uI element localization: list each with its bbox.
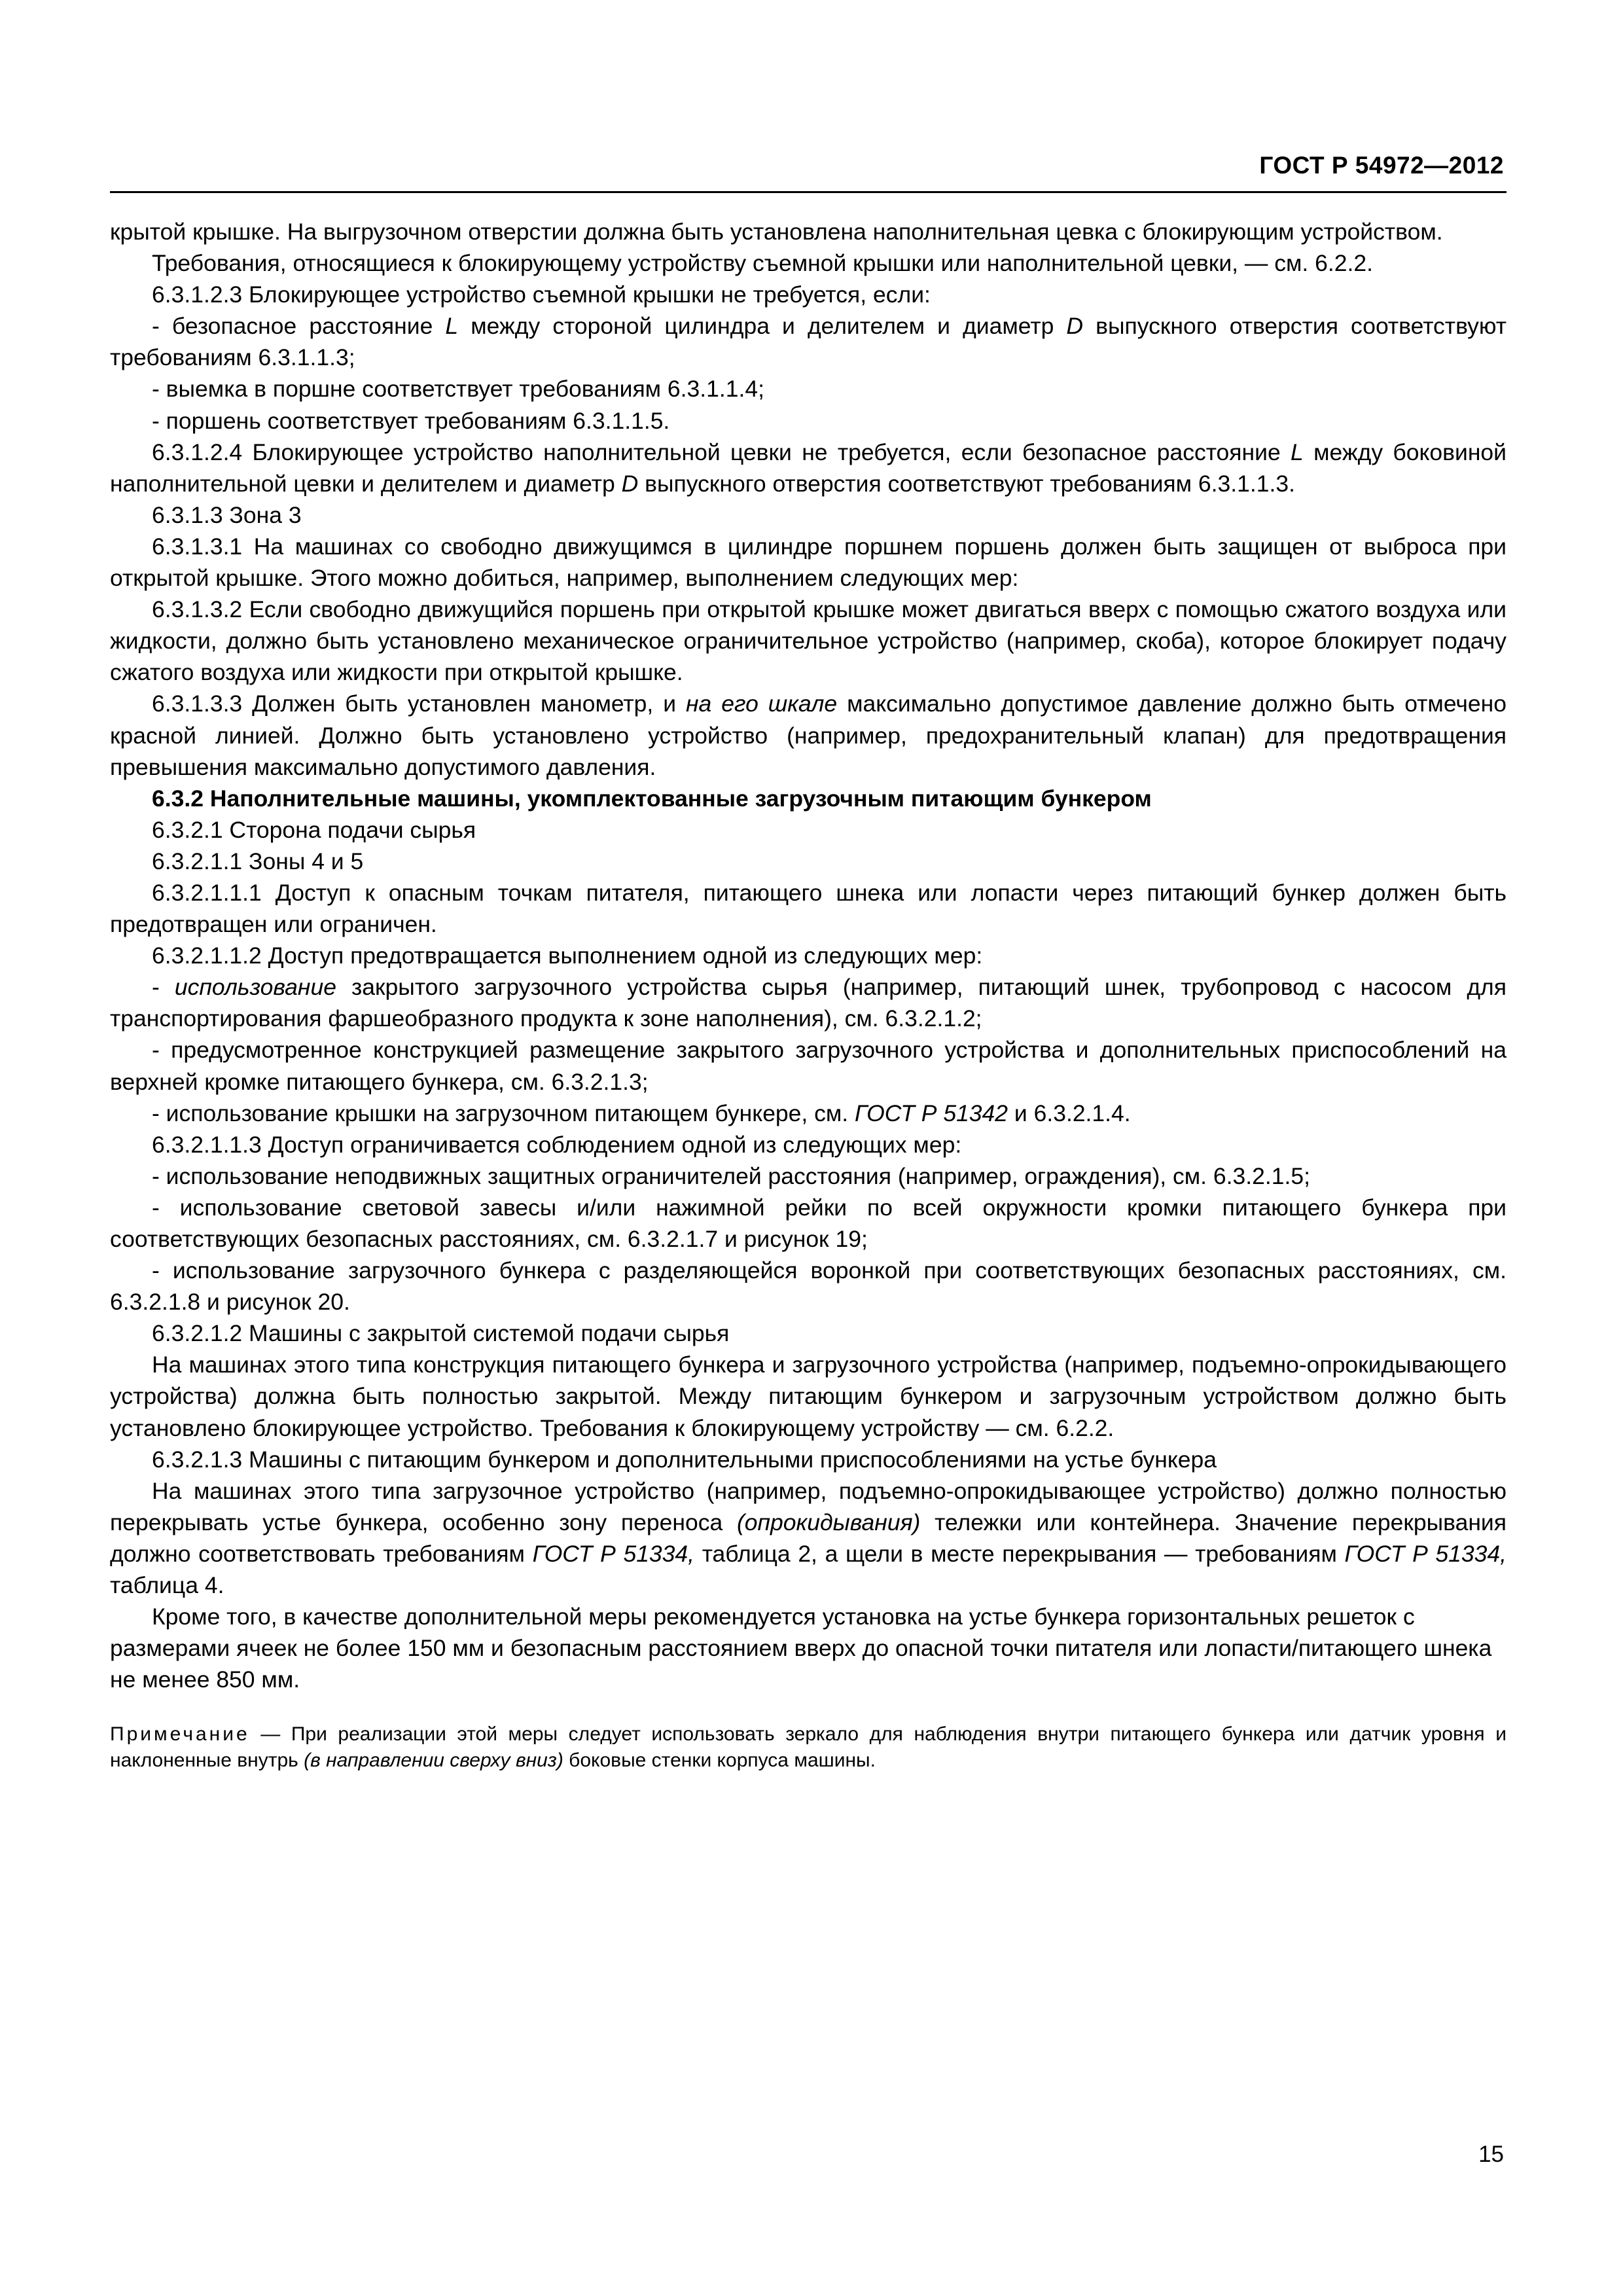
paragraph: - использование световой завесы и/или нажимной рейки по всей окружности кромки питающего бункера при соответствующих безопасных расстояниях, см. 6.3.2.1.7 и рисунок 19;: [110, 1194, 1507, 1252]
page-number: 15: [1478, 2142, 1504, 2167]
paragraph: - выемка в поршне соответствует требованиям 6.3.1.1.4;: [152, 376, 764, 403]
paragraph: 6.3.1.3.2 Если свободно движущийся поршень при открытой крышке может двигаться вверх с помощью сжатого воздуха или жидкости, должно быть установлено механическое ограничительное устройство (например, скоба), которое блокирует подачу сжатого воздуха или жидкости при открытой крышке.: [110, 596, 1507, 686]
paragraph: Требования, относящиеся к блокирующему устройству съемной крышки или наполнительной цевки, — см. 6.2.2.: [152, 250, 1373, 277]
paragraph: - использование неподвижных защитных ограничителей расстояния (например, ограждения), см. 6.3.2.1.5;: [152, 1162, 1310, 1189]
paragraph: - использование закрытого загрузочного устройства сырья (например, питающий шнек, трубопровод с насосом для транспортирования фаршеобразного продукта к зоне наполнения), см. 6.3.2.1.2;: [110, 974, 1507, 1032]
paragraph: 6.3.2.1.1.1 Доступ к опасным точкам питателя, питающего шнека или лопасти через питающий бункер должен быть предотвращен или ограничен.: [110, 879, 1507, 938]
paragraph: На машинах этого типа загрузочное устройство (например, подъемно-опрокидывающее устройство) должно полностью перекрывать устье бункера, особенно зону переноса (опрокидывания) тележки или контейнера. Значение перекрывания должно соответствовать требованиям ГОСТ Р 51334, таблица 2, а щели в месте перекрывания — требованиям ГОСТ Р 51334, таблица 4.: [110, 1477, 1507, 1599]
paragraph: - использование загрузочного бункера с разделяющейся воронкой при соответствующих безопасных расстояниях, см. 6.3.2.1.8 и рисунок 20.: [110, 1257, 1507, 1316]
paragraph: На машинах этого типа конструкция питающего бункера и загрузочного устройства (например, подъемно-опрокидывающего устройства) должна быть полностью закрытой. Между питающим бункером и загрузочным устройством должно быть установлено блокирующее устройство. Требования к блокирующему устройству — см. 6.2.2.: [110, 1352, 1507, 1441]
paragraph: 6.3.2.1 Сторона подачи сырья: [152, 816, 476, 843]
document-body: [110, 216, 1507, 1774]
paragraph: 6.3.2.1.1 Зоны 4 и 5: [152, 848, 364, 874]
paragraph: - безопасное расстояние L между стороной цилиндра и делителем и диаметр D выпускного отверстия соответствуют требованиям 6.3.1.1.3;: [110, 313, 1507, 371]
paragraph: 6.3.2.1.2 Машины с закрытой системой подачи сырья: [152, 1320, 730, 1347]
paragraph: 6.3.2.1.1.2 Доступ предотвращается выполнением одной из следующих мер:: [152, 942, 983, 969]
paragraph: - использование крышки на загрузочном питающем бункере, см. ГОСТ Р 51342 и 6.3.2.1.4.: [152, 1100, 1131, 1126]
paragraph: 6.3.1.3.1 На машинах со свободно движущимся в цилиндре поршнем поршень должен быть защищен от выброса при открытой крышке. Этого можно добиться, например, выполнением следующих мер:: [110, 533, 1507, 592]
paragraph: крытой крышке. На выгрузочном отверстии должна быть установлена наполнительная цевка с блокирующим устройством.: [110, 219, 1443, 245]
note-text: — При реализации этой меры следует использовать зеркало для наблюдения внутри питающего бункера или датчик уровня и наклоненные внутрь (в направлении сверху вниз) боковые стенки корпуса машины.: [110, 1723, 1507, 1772]
note-block: [110, 1721, 1507, 1774]
section-heading: 6.3.2 Наполнительные машины, укомплектованные загрузочным питающим бункером: [152, 785, 1152, 812]
paragraph: 6.3.2.1.1.3 Доступ ограничивается соблюдением одной из следующих мер:: [152, 1131, 962, 1158]
paragraph: Кроме того, в качестве дополнительной меры рекомендуется установка на устье бункера горизонтальных решеток с размерами ячеек не более 150 мм и безопасным расстоянием вверх до опасной точки питателя или лопасти/питающего шнека не менее 850 мм.: [110, 1604, 1492, 1693]
paragraph: 6.3.1.2.3 Блокирующее устройство съемной крышки не требуется, если:: [152, 281, 931, 308]
paragraph: - поршень соответствует требованиям 6.3.1.1.5.: [152, 407, 670, 434]
header-divider: [110, 191, 1507, 193]
paragraph: 6.3.2.1.3 Машины с питающим бункером и дополнительными приспособлениями на устье бункера: [152, 1446, 1217, 1473]
paragraph: 6.3.1.2.4 Блокирующее устройство наполнительной цевки не требуется, если безопасное расстояние L между боковиной наполнительной цевки и делителем и диаметр D выпускного отверстия соответствуют требованиям 6.3.1.1.3.: [110, 439, 1507, 497]
note-label: Примечание: [110, 1723, 250, 1746]
paragraph: 6.3.1.3 Зона 3: [152, 501, 302, 528]
standard-header: ГОСТ Р 54972—2012: [1259, 152, 1504, 179]
paragraph: 6.3.1.3.3 Должен быть установлен манометр, и на его шкале максимально допустимое давление должно быть отмечено красной линией. Должно быть установлено устройство (например, предохранительный клапан) для предотвращения превышения максимально допустимого давления.: [110, 691, 1507, 780]
paragraph: - предусмотренное конструкцией размещение закрытого загрузочного устройства и дополнительных приспособлений на верхней кромке питающего бункера, см. 6.3.2.1.3;: [110, 1037, 1507, 1095]
